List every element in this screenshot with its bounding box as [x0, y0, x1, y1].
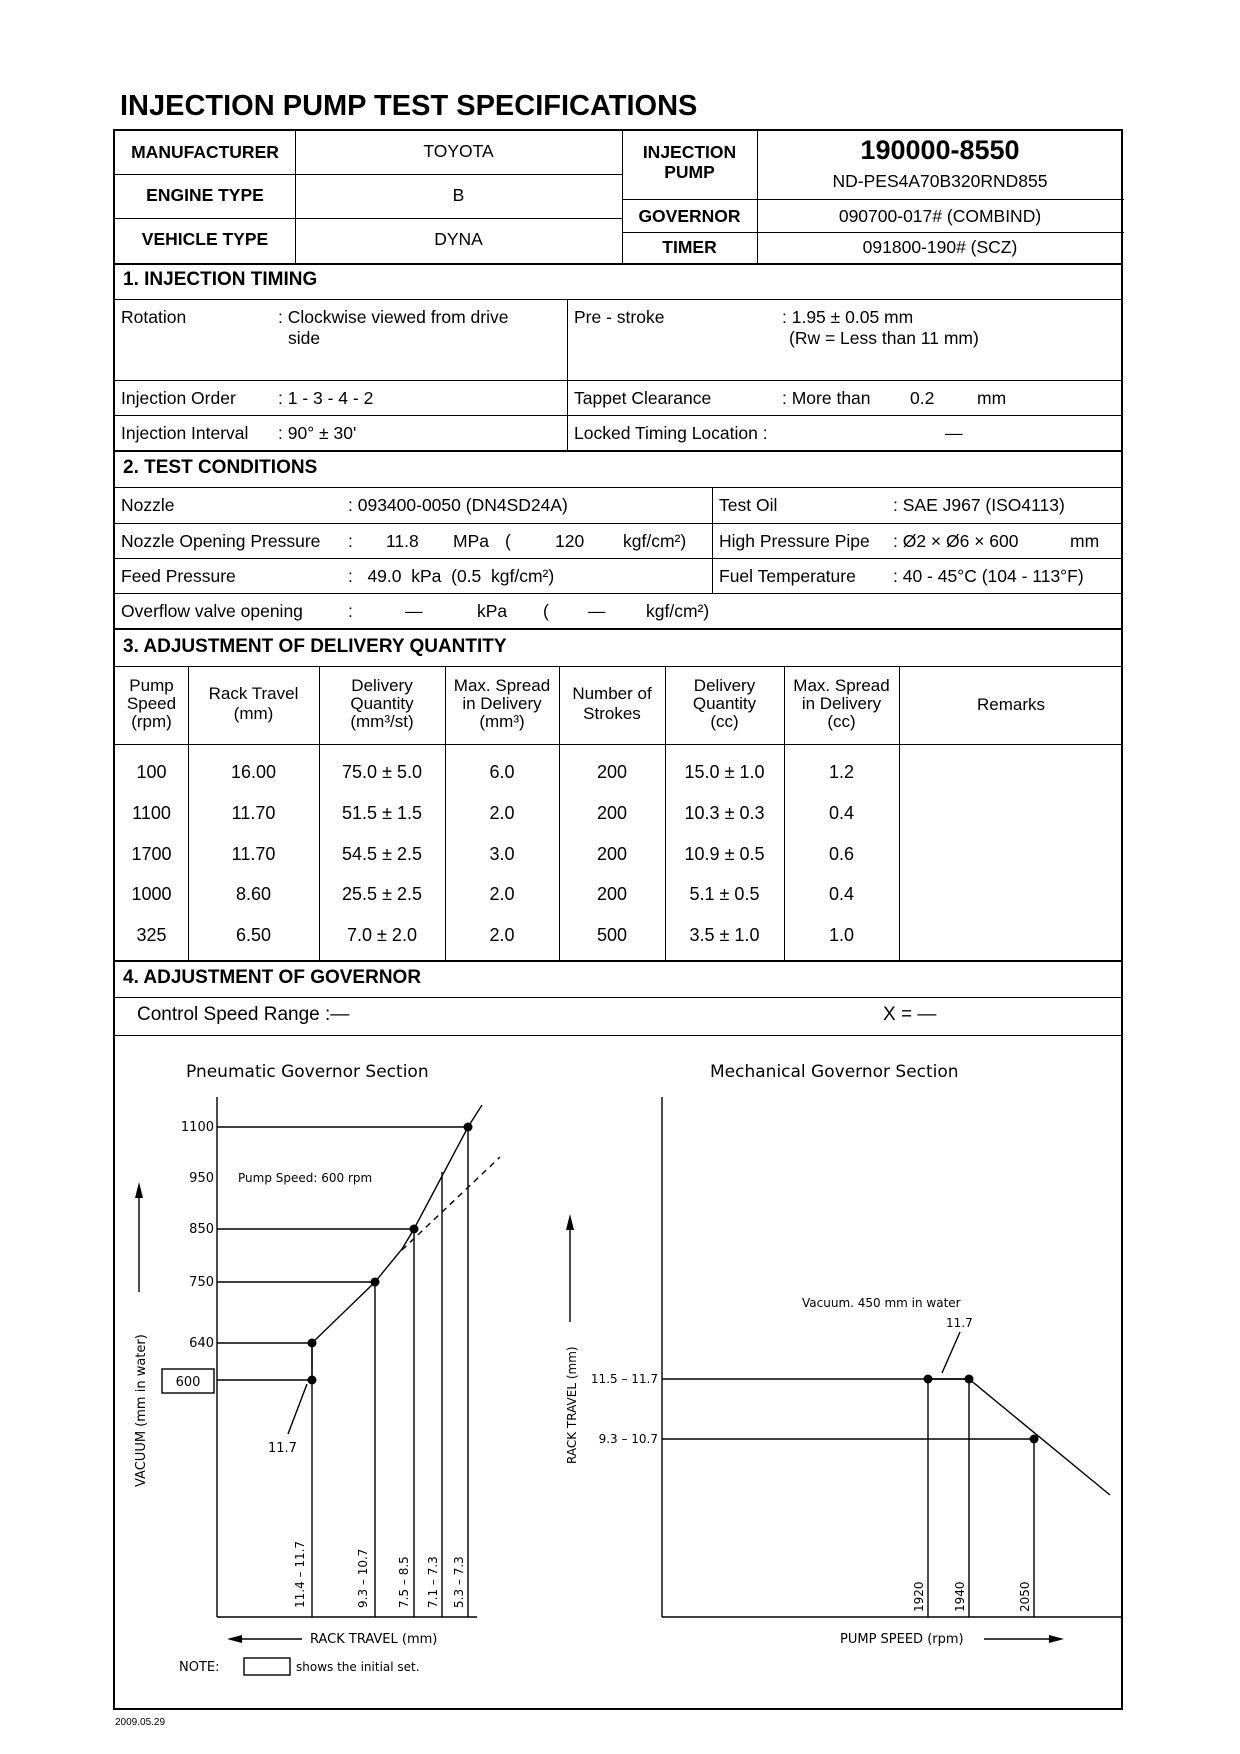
vehicle-type-value: DYNA — [434, 229, 483, 249]
delivery-cell-r2-c6: 0.6 — [828, 844, 855, 864]
mechanical-title: Mechanical Governor Section — [710, 1062, 959, 1082]
delivery-col-header-6-1: in Delivery — [801, 694, 882, 713]
pneumatic-x-label: RACK TRAVEL (mm) — [310, 1632, 438, 1647]
rack-range-3: 7.5 – 8.5 — [397, 1556, 411, 1608]
delivery-cell-r1-c5: 10.3 ± 0.3 — [684, 803, 765, 823]
feed-pressure-value: : 49.0 kPa (0.5 kgf/cm²) — [348, 566, 555, 586]
speed-tick-1920: 1920 — [912, 1581, 926, 1612]
tappet-clearance-label: Tappet Clearance — [574, 388, 712, 408]
locked-timing-label: Locked Timing Location : — [574, 423, 768, 443]
rotation-value-1: : Clockwise viewed from drive — [278, 307, 509, 327]
delivery-cell-r4-c3: 2.0 — [489, 925, 515, 945]
delivery-cell-r4-c0: 325 — [136, 925, 167, 945]
nop-mpa-unit: MPa — [453, 531, 489, 551]
overflow-paren: ( — [543, 601, 549, 621]
control-speed-range: Control Speed Range :— — [137, 1004, 350, 1025]
nop-kgf-value: 120 — [555, 531, 585, 551]
page-title: INJECTION PUMP TEST SPECIFICATIONS — [120, 90, 698, 122]
delivery-cell-r4-c5: 3.5 ± 1.0 — [689, 925, 760, 945]
delivery-col-header-0-0: Pump — [129, 676, 174, 695]
governor-label: GOVERNOR — [638, 206, 741, 226]
speed-tick-1940: 1940 — [953, 1581, 967, 1612]
nop-colon: : — [348, 531, 353, 551]
pump-speed-note: Pump Speed: 600 rpm — [238, 1171, 373, 1185]
timer-value: 091800-190# (SCZ) — [862, 237, 1018, 257]
nozzle-label: Nozzle — [121, 495, 175, 515]
delivery-cell-r1-c2: 51.5 ± 1.5 — [342, 803, 422, 823]
delivery-cell-r4-c1: 6.50 — [235, 925, 272, 945]
delivery-cell-r0-c0: 100 — [136, 762, 167, 782]
delivery-cell-r2-c2: 54.5 ± 2.5 — [342, 844, 422, 864]
test-oil-value: : SAE J967 (ISO4113) — [893, 495, 1065, 515]
delivery-cell-r0-c6: 1.2 — [828, 762, 855, 782]
pneumatic-title: Pneumatic Governor Section — [186, 1062, 429, 1082]
rack-range-4: 7.1 – 7.3 — [426, 1556, 440, 1608]
delivery-cell-r4-c4: 500 — [596, 925, 628, 945]
delivery-cell-r3-c0: 1000 — [131, 884, 172, 904]
high-pressure-pipe-label: High Pressure Pipe — [719, 531, 870, 551]
delivery-col-header-2-1: Quantity — [350, 694, 414, 713]
footer-date: 2009.05.29 — [115, 1717, 166, 1728]
vacuum-tick-950: 950 — [189, 1171, 214, 1186]
mechanical-chart — [566, 1097, 1121, 1643]
injection-pump-number: 190000-8550 — [860, 135, 1020, 165]
speed-tick-2050: 2050 — [1018, 1581, 1032, 1612]
spec-sheet — [113, 129, 1123, 1710]
delivery-cell-r2-c5: 10.9 ± 0.5 — [684, 844, 765, 864]
delivery-cell-r4-c6: 1.0 — [828, 925, 855, 945]
delivery-cell-r2-c4: 200 — [596, 844, 628, 864]
delivery-cell-r3-c3: 2.0 — [489, 884, 515, 904]
rack-range-1: 11.4 – 11.7 — [293, 1540, 307, 1608]
delivery-cell-r3-c5: 5.1 ± 0.5 — [689, 884, 760, 904]
delivery-col-header-7-0: Remarks — [976, 695, 1045, 714]
delivery-cell-r1-c6: 0.4 — [828, 803, 855, 823]
delivery-cell-r2-c1: 11.70 — [231, 844, 276, 864]
delivery-col-header-1-0: Rack Travel — [208, 684, 299, 703]
vacuum-tick-600: 600 — [175, 1375, 201, 1390]
vacuum-tick-640: 640 — [189, 1336, 214, 1351]
delivery-cell-r1-c1: 11.70 — [231, 803, 276, 823]
injection-pump-label-2: PUMP — [664, 162, 715, 182]
high-pressure-pipe-value: : Ø2 × Ø6 × 600 — [893, 531, 1019, 551]
delivery-cell-r0-c4: 200 — [596, 762, 628, 782]
locked-timing-value: — — [945, 423, 963, 443]
feed-pressure-label: Feed Pressure — [121, 566, 236, 586]
manufacturer-label: MANUFACTURER — [131, 142, 279, 162]
overflow-colon: : — [348, 601, 353, 621]
vacuum-tick-750: 750 — [189, 1275, 214, 1290]
pneumatic-y-label: VACUUM (mm in water) — [134, 1334, 149, 1487]
test-oil-label: Test Oil — [719, 495, 778, 515]
delivery-cell-r0-c1: 16.00 — [230, 762, 277, 782]
injection-order-value: : 1 - 3 - 4 - 2 — [278, 388, 374, 408]
delivery-col-header-3-0: Max. Spread — [453, 676, 551, 695]
overflow-kgf-unit: kgf/cm²) — [646, 601, 710, 621]
section-delivery-quantity: 3. ADJUSTMENT OF DELIVERY QUANTITY — [123, 636, 507, 657]
delivery-cell-r4-c2: 7.0 ± 2.0 — [347, 925, 417, 945]
fuel-temperature-label: Fuel Temperature — [719, 566, 856, 586]
mechanical-x-label: PUMP SPEED (rpm) — [840, 1632, 964, 1647]
delivery-col-header-6-2: (cc) — [827, 712, 856, 731]
fuel-temperature-value: : 40 - 45°C (104 - 113°F) — [893, 566, 1084, 586]
prestroke-value-1: : 1.95 ± 0.05 mm — [782, 307, 914, 327]
delivery-col-header-4-0: Number of — [572, 684, 652, 703]
nop-mpa-value: 11.8 — [386, 531, 419, 551]
delivery-col-header-2-0: Delivery — [351, 676, 413, 695]
tappet-clearance-unit: mm — [977, 388, 1007, 408]
delivery-col-header-5-1: Quantity — [692, 694, 757, 713]
rack-range-5: 5.3 – 7.3 — [452, 1556, 466, 1608]
delivery-cell-r3-c1: 8.60 — [235, 884, 272, 904]
delivery-cell-r1-c0: 1100 — [132, 803, 171, 823]
delivery-cell-r3-c6: 0.4 — [828, 884, 855, 904]
delivery-col-header-3-2: (mm³) — [479, 712, 525, 731]
injection-order-label: Injection Order — [121, 388, 236, 408]
nop-paren: ( — [505, 531, 511, 551]
delivery-col-header-0-1: Speed — [126, 694, 177, 713]
prestroke-value-2: (Rw = Less than 11 mm) — [789, 328, 979, 348]
delivery-col-header-1-1: (mm) — [233, 704, 274, 723]
mechanical-top-label: 11.7 — [946, 1316, 973, 1330]
delivery-col-header-5-2: (cc) — [710, 712, 739, 731]
vacuum-note: Vacuum. 450 mm in water — [802, 1296, 961, 1310]
delivery-cell-r0-c2: 75.0 ± 5.0 — [342, 762, 422, 782]
manufacturer-value: TOYOTA — [423, 141, 494, 161]
governor-value: 090700-017# (COMBIND) — [838, 206, 1042, 226]
delivery-cell-r1-c4: 200 — [596, 803, 628, 823]
delivery-col-header-5-0: Delivery — [693, 676, 756, 695]
injection-pump-model: ND-PES4A70B320RND855 — [832, 171, 1048, 191]
nop-kgf-unit: kgf/cm²) — [623, 531, 687, 551]
overflow-kpa-unit: kPa — [477, 601, 508, 621]
engine-type-value: B — [452, 185, 465, 205]
prestroke-label: Pre - stroke — [574, 307, 665, 327]
delivery-col-header-6-0: Max. Spread — [793, 676, 890, 695]
rotation-value-2: side — [288, 328, 321, 348]
injection-interval-value: : 90° ± 30' — [278, 423, 357, 443]
vehicle-type-label: VEHICLE TYPE — [141, 229, 269, 249]
mechanical-y-label: RACK TRAVEL (mm) — [565, 1346, 579, 1464]
rack-tick-1: 11.5 – 11.7 — [590, 1372, 658, 1386]
tappet-clearance-value: 0.2 — [910, 388, 935, 408]
note-suffix: shows the initial set. — [296, 1660, 420, 1674]
rack-tick-2: 9.3 – 10.7 — [598, 1432, 658, 1446]
delivery-cell-r1-c3: 2.0 — [489, 803, 515, 823]
engine-type-label: ENGINE TYPE — [146, 185, 264, 205]
delivery-cell-r3-c2: 25.5 ± 2.5 — [342, 884, 422, 904]
delivery-cell-r2-c0: 1700 — [131, 844, 172, 864]
section-governor: 4. ADJUSTMENT OF GOVERNOR — [123, 967, 422, 988]
note-prefix: NOTE: — [179, 1660, 220, 1675]
delivery-col-header-4-1: Strokes — [583, 704, 641, 723]
high-pressure-pipe-unit: mm — [1070, 531, 1100, 551]
section-test-conditions: 2. TEST CONDITIONS — [123, 457, 318, 478]
vacuum-tick-1100: 1100 — [180, 1120, 214, 1135]
delivery-cell-r0-c3: 6.0 — [489, 762, 515, 782]
delivery-col-header-3-1: in Delivery — [462, 694, 542, 713]
governor-charts — [115, 1036, 1121, 1706]
vacuum-tick-850: 850 — [189, 1222, 214, 1237]
nozzle-opening-pressure-label: Nozzle Opening Pressure — [121, 531, 321, 551]
overflow-kgf-value: — — [588, 601, 606, 621]
nozzle-value: : 093400-0050 (DN4SD24A) — [348, 495, 568, 515]
rack-range-2: 9.3 – 10.7 — [356, 1548, 370, 1608]
delivery-col-header-2-2: (mm³/st) — [350, 712, 414, 731]
delivery-col-header-0-2: (rpm) — [131, 712, 172, 731]
injection-pump-label-1: INJECTION — [642, 142, 737, 162]
delivery-cell-r0-c5: 15.0 ± 1.0 — [684, 762, 765, 782]
overflow-valve-label: Overflow valve opening — [121, 601, 303, 621]
section-injection-timing: 1. INJECTION TIMING — [123, 269, 318, 290]
overflow-kpa-value: — — [405, 601, 423, 621]
injection-interval-label: Injection Interval — [121, 423, 249, 443]
rotation-label: Rotation — [121, 307, 187, 327]
x-value: X = — — [883, 1004, 937, 1025]
delivery-cell-r3-c4: 200 — [596, 884, 628, 904]
timer-label: TIMER — [662, 237, 717, 257]
tappet-clearance-prefix: : More than — [782, 388, 871, 408]
delivery-cell-r2-c3: 3.0 — [489, 844, 515, 864]
pneumatic-point-label: 11.7 — [268, 1441, 297, 1456]
